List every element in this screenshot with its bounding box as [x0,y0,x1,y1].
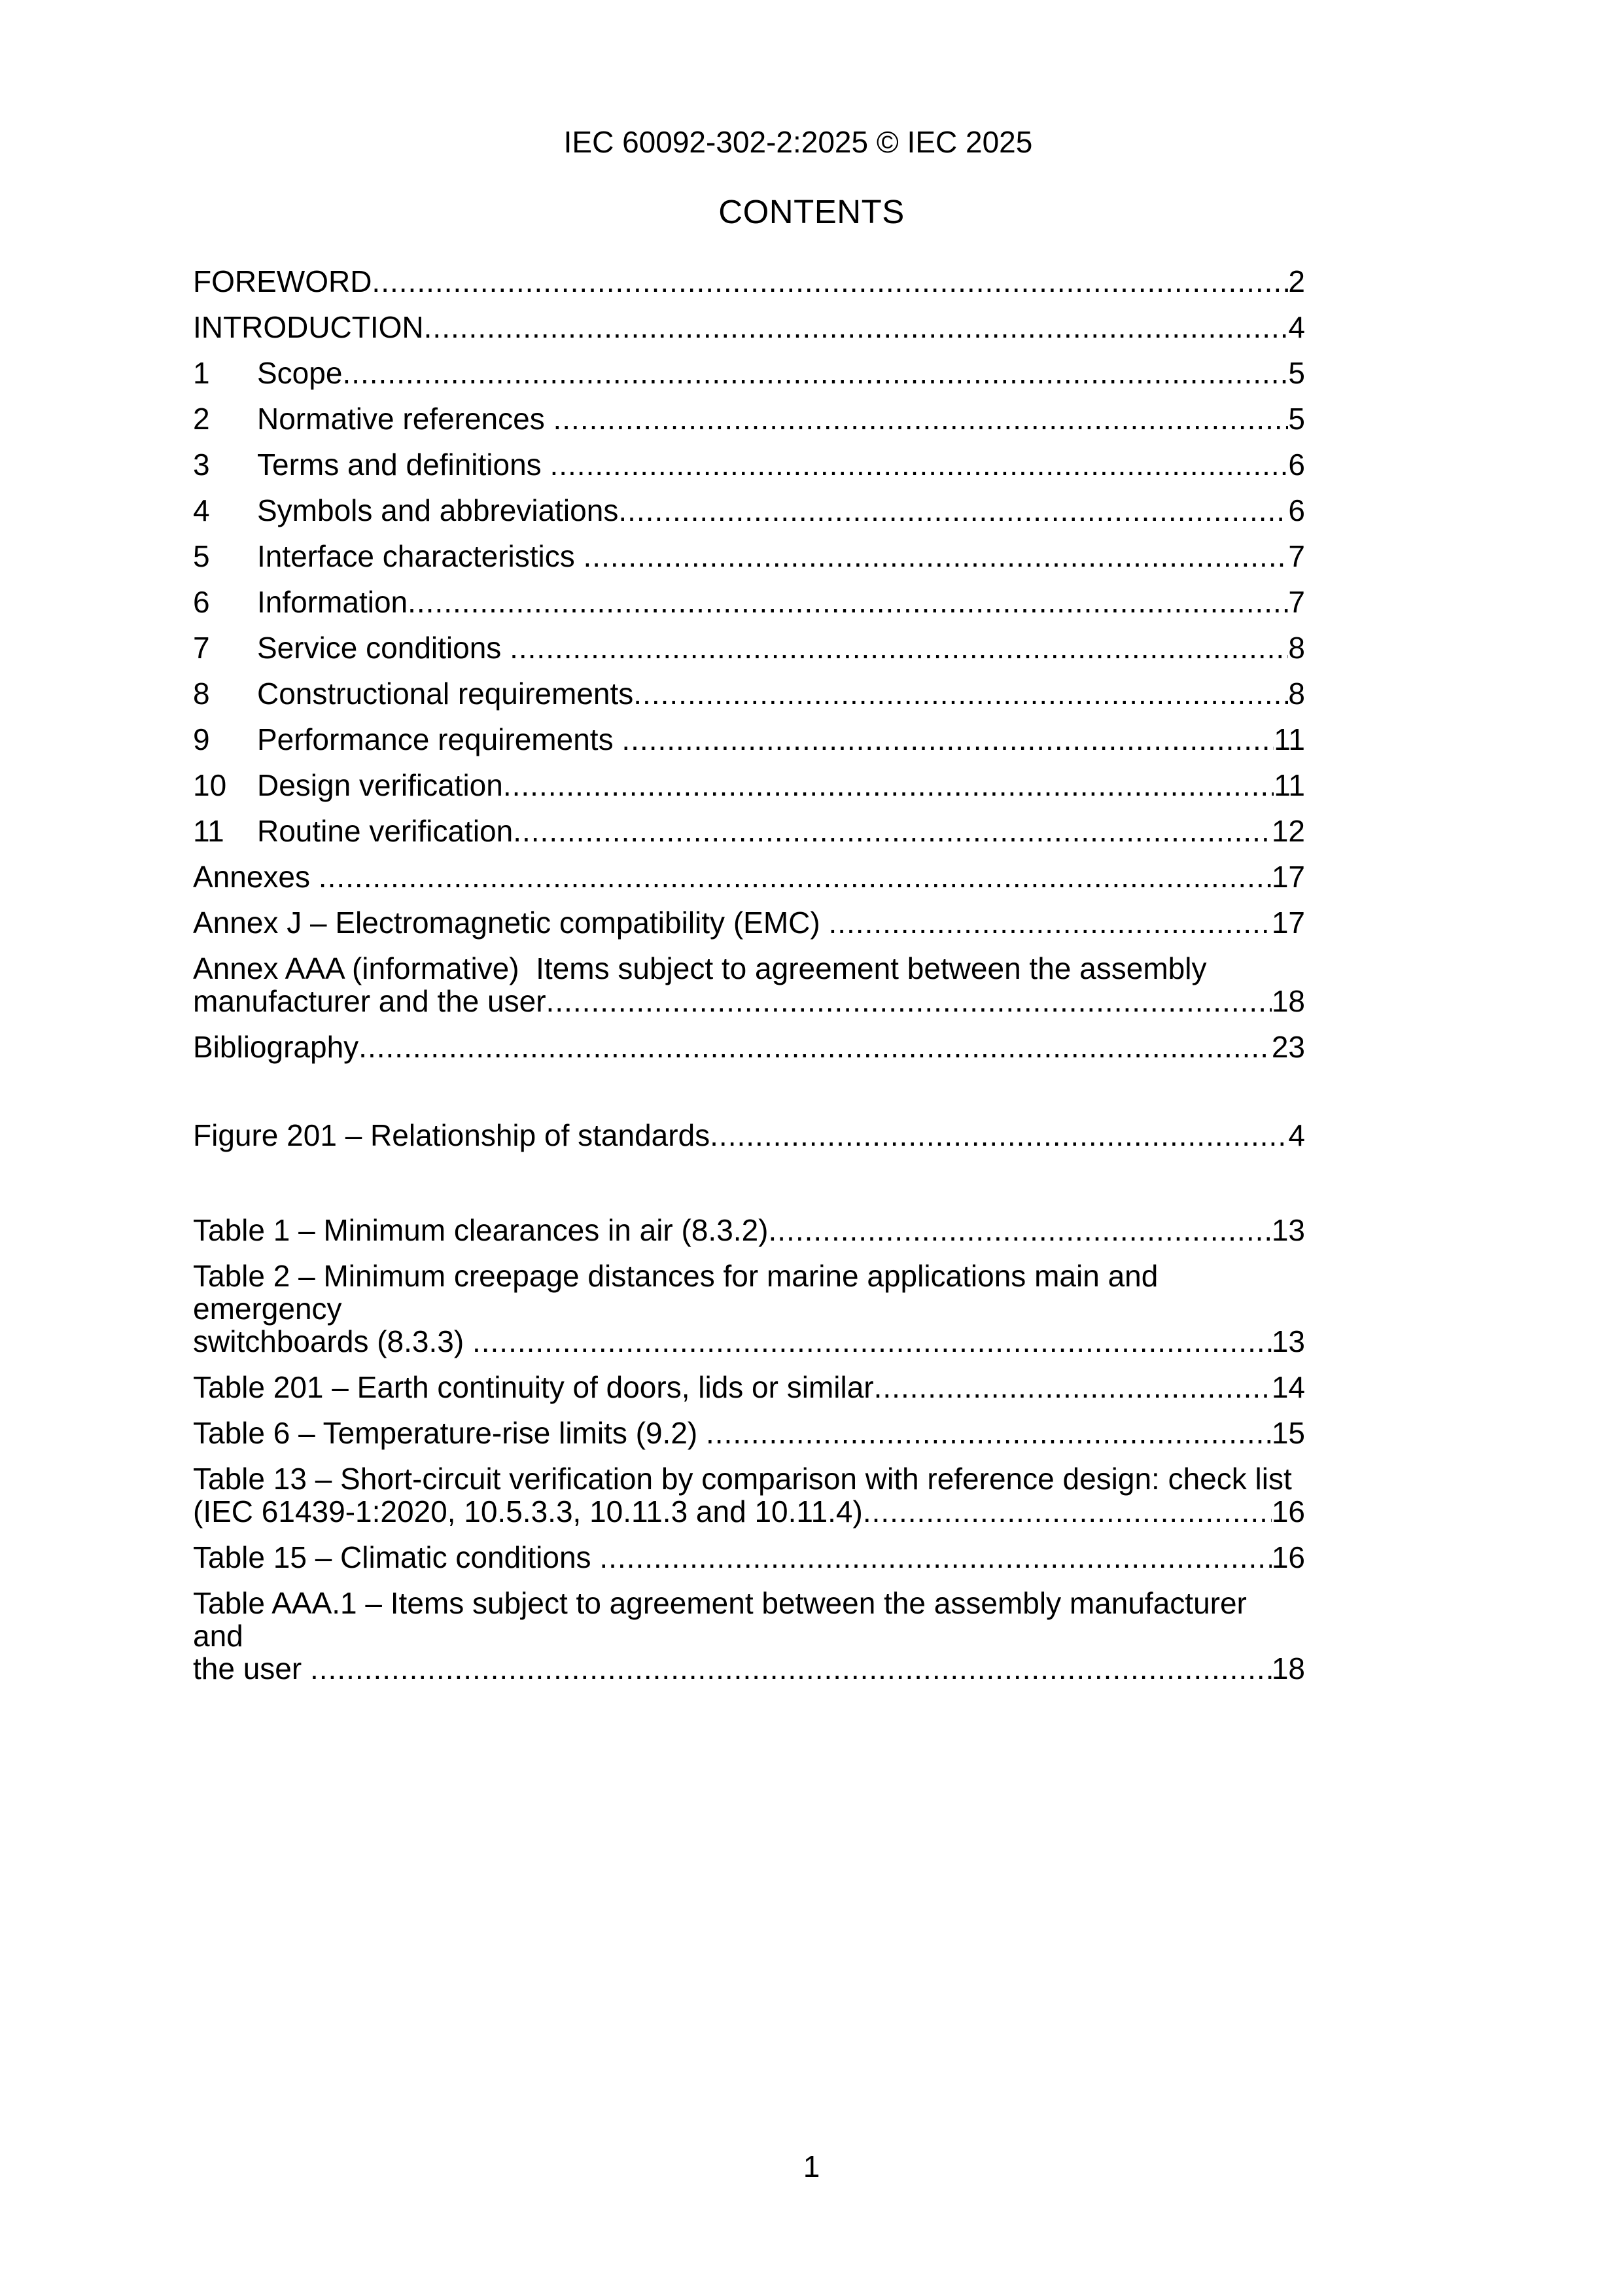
dot-leader [310,1652,1272,1685]
toc-entry-first-line: Table 2 – Minimum creepage distances for marine applications main and emergency [193,1259,1167,1326]
toc-entry-page-ref: 16 [1271,1494,1305,1528]
toc-entry [193,1371,1305,1404]
dot-leader [550,448,1288,481]
toc-entry-label: Service conditions [257,631,510,665]
toc-entry-number: 3 [193,448,210,482]
toc-entry [193,1417,1305,1449]
dot-leader [706,1417,1272,1449]
toc-entry-page-ref: 4 [1288,1118,1305,1152]
toc-entry [193,540,1305,573]
toc-entry-label: Scope [257,356,343,390]
toc-entry-label: manufacturer and the user [193,984,546,1018]
toc-entry-number: 7 [193,631,210,665]
toc-entry-label: Terms and definitions [257,448,550,482]
toc-entry-page-ref: 5 [1288,356,1305,390]
dot-leader [584,540,1289,573]
toc-entry-label: FOREWORD [193,264,372,298]
toc-entry-page-ref: 16 [1271,1540,1305,1574]
section-gap [193,1165,1305,1214]
toc-entry-page-ref: 13 [1271,1213,1305,1247]
toc-entry-first-line: Table 13 – Short-circuit verification by comparison with reference design: check list [193,1462,1292,1496]
table-of-contents [193,265,1305,1698]
toc-entry-page-ref: 6 [1288,448,1305,482]
toc-entry-label: Interface characteristics [257,539,584,573]
toc-entry-number: 8 [193,677,210,711]
dot-leader [342,357,1288,389]
toc-entry-page-ref: 12 [1271,814,1305,848]
toc-entry [193,586,1305,618]
toc-entry-page-ref: 6 [1288,493,1305,527]
toc-entry [193,1031,1305,1063]
toc-entry-page-ref: 5 [1288,402,1305,436]
toc-entry-page-ref: 7 [1288,539,1305,573]
toc-entry [193,1260,1305,1358]
contents-title: CONTENTS [718,193,905,230]
toc-entry-page-ref: 11 [1274,722,1305,756]
toc-entry-page-ref: 2 [1288,264,1305,298]
toc-entry-page-ref: 17 [1271,860,1305,894]
section-gap [193,1076,1305,1119]
running-header: IEC 60092-302-2:2025 © IEC 2025 [563,125,1033,159]
dot-leader [874,1371,1272,1404]
toc-entry [193,1119,1305,1152]
toc-entry-number: 1 [193,356,210,390]
toc-entry-page-ref: 13 [1271,1324,1305,1358]
toc-entry-number: 10 [193,768,227,802]
toc-entry-label: Constructional requirements [257,677,634,711]
toc-entry [193,769,1305,802]
toc-entry [193,402,1305,435]
toc-entry [193,723,1305,756]
toc-entry [193,311,1305,344]
toc-entry-label: Symbols and abbreviations [257,493,619,527]
dot-leader [621,723,1274,756]
toc-entry-page-ref: 8 [1288,631,1305,665]
toc-entry [193,1214,1305,1246]
toc-entry-page-ref: 4 [1288,310,1305,344]
toc-entry-label: Routine verification [257,814,514,848]
toc-entry [193,265,1305,298]
dot-leader [472,1325,1272,1358]
toc-entry-page-ref: 14 [1271,1370,1305,1404]
dot-leader [633,677,1288,710]
dot-leader [599,1541,1272,1574]
toc-entry-number: 5 [193,539,210,573]
footer-page-number: 1 [803,2149,820,2183]
toc-entry [193,494,1305,527]
dot-leader [710,1119,1288,1152]
toc-figure-list [193,1119,1305,1152]
toc-entry [193,631,1305,664]
toc-entry [193,952,1305,1017]
toc-entry-page-ref: 7 [1288,585,1305,619]
dot-leader [503,769,1274,802]
toc-entry-page-ref: 8 [1288,677,1305,711]
toc-entry-number: 4 [193,493,210,527]
toc-entry [193,448,1305,481]
toc-entry-label: (IEC 61439-1:2020, 10.5.3.3, 10.11.3 and 10.11.4) [193,1494,863,1528]
dot-leader [863,1495,1272,1528]
dot-leader [372,265,1288,298]
toc-entry-number: 9 [193,722,210,756]
toc-entry-label: INTRODUCTION [193,310,424,344]
dot-leader [553,402,1289,435]
toc-entry [193,1462,1305,1528]
toc-entry-label: the user [193,1651,310,1686]
toc-entry-number: 6 [193,585,210,619]
dot-leader [618,494,1288,527]
toc-entry-page-ref: 17 [1271,906,1305,940]
toc-section-list [193,265,1305,1063]
toc-entry-label: switchboards (8.3.3) [193,1324,472,1358]
toc-entry-first-line: Table AAA.1 – Items subject to agreement between the assembly manufacturer and [193,1586,1255,1653]
toc-entry-label: Table 6 – Temperature-rise limits (9.2) [193,1416,706,1450]
toc-entry-page-ref: 11 [1274,768,1305,802]
toc-entry [193,357,1305,389]
toc-entry-label: Table 201 – Earth continuity of doors, lids or similar [193,1370,874,1404]
dot-leader [546,985,1272,1017]
toc-entry-number: 2 [193,402,210,436]
dot-leader [510,631,1288,664]
toc-entry-first-line: Annex AAA (informative) Items subject to agreement between the assembly [193,951,1207,985]
toc-entry [193,906,1305,939]
dot-leader [319,860,1272,893]
toc-table-list [193,1214,1305,1685]
dot-leader [513,815,1272,847]
dot-leader [424,311,1289,344]
toc-entry-label: Table 15 – Climatic conditions [193,1540,600,1574]
toc-entry-label: Bibliography [193,1030,359,1064]
dot-leader [408,586,1288,618]
dot-leader [768,1214,1271,1246]
toc-entry-label: Performance requirements [257,722,622,756]
toc-entry-label: Annex J – Electromagnetic compatibility (EMC) [193,906,829,940]
toc-entry-page-ref: 18 [1271,1651,1305,1686]
toc-entry [193,677,1305,710]
toc-entry [193,860,1305,893]
toc-entry [193,1541,1305,1574]
dot-leader [358,1031,1272,1063]
toc-entry-label: Annexes [193,860,319,894]
toc-entry-label: Information [257,585,408,619]
toc-entry-label: Table 1 – Minimum clearances in air (8.3.2) [193,1213,769,1247]
toc-entry-page-ref: 23 [1271,1030,1305,1064]
toc-entry-number: 11 [193,814,224,848]
toc-entry-label: Figure 201 – Relationship of standards [193,1118,710,1152]
toc-entry [193,815,1305,847]
toc-entry-label: Design verification [257,768,503,802]
toc-entry-page-ref: 18 [1271,984,1305,1018]
toc-entry-page-ref: 15 [1271,1416,1305,1450]
toc-entry [193,1587,1305,1685]
dot-leader [828,906,1271,939]
toc-entry-label: Normative references [257,402,553,436]
